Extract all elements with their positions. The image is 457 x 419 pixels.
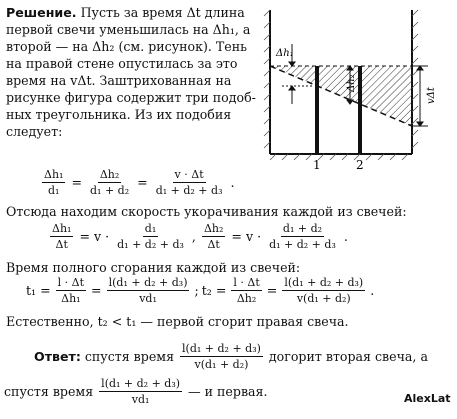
label-candle-2: 2 bbox=[356, 158, 364, 172]
conclusion-text: Естественно, t₂ < t₁ — первой сгорит правая свеча. bbox=[6, 314, 349, 329]
solution-line-5: время на vΔt. Заштрихованная на bbox=[6, 73, 232, 88]
solution-line-8: следует: bbox=[6, 124, 63, 139]
label-dh2: Δh₂ bbox=[346, 74, 357, 92]
frac-dh2-d1d2: $\frac{\text{Δh₂}}{\text{d₁ + d₂}}$ bbox=[90, 168, 130, 197]
answer-line-1: Ответ: спустя время $\frac{\text{l(d₁ + d₂ + d₃)}}{\text{v(d₁ + d₂)}}$ догорит вторая свеча, а bbox=[34, 342, 428, 371]
solution-line-2: первой свечи уменьшилась на Δh₁, а bbox=[6, 22, 251, 37]
solution-line-7: ных треугольника. Из их подобия bbox=[6, 107, 232, 122]
solution-line-3: второй — на Δh₂ (см. рисунок). Тень bbox=[6, 39, 247, 54]
solution-line-6: рисунке фигура содержит три подоб- bbox=[6, 90, 256, 105]
solution-line-1: Решение. Пусть за время Δt длина bbox=[6, 5, 245, 20]
speed-equations: $\frac{\text{Δh₁}}{\Delta t}$ = v · $\frac{\text{d₁}}{\text{d₁ + d₂ + d₃}}$ , $\frac{\text{Δh₂}}{\Delta t}$ = v · $\frac{\text{d₁ + d₂}}{\text{d₁ + d₂ + d₃}}$ . bbox=[52, 222, 348, 251]
answer-line-2: спустя время $\frac{\text{l(d₁ + d₂ + d₃)}}{\text{vd₁}}$ — и первая. bbox=[4, 377, 268, 406]
solution-label: Решение. bbox=[6, 5, 77, 20]
similarity-equation: $\frac{\text{Δh₁}}{\text{d₁}}$ = $\frac{\text{Δh₂}}{\text{d₁ + d₂}}$ = $\frac{v \cdot \Delta t}{\text{d₁ + d₂ + d₃}}$ . bbox=[44, 168, 235, 197]
label-vdt: vΔt bbox=[426, 87, 437, 104]
time-text: Время полного сгорания каждой из свечей: bbox=[6, 260, 301, 275]
label-candle-1: 1 bbox=[313, 158, 321, 172]
label-dh1: Δh₁ bbox=[276, 48, 294, 59]
speed-text: Отсюда находим скорость укорачивания каждой из свечей: bbox=[6, 204, 407, 219]
solution-line-4: на правой стене опустилась за это bbox=[6, 56, 238, 71]
frac-vdt-d1d2d3: $\frac{v \cdot \Delta t}{\text{d₁ + d₂ + d₃}}$ bbox=[155, 168, 223, 197]
answer-label: Ответ: bbox=[34, 349, 81, 364]
solution-paragraph bbox=[6, 4, 256, 140]
author-signature: AlexLat bbox=[404, 392, 451, 405]
frac-dh1-d1: $\frac{\text{Δh₁}}{\text{d₁}}$ bbox=[44, 168, 64, 197]
candle-shadow-figure bbox=[262, 4, 452, 172]
burn-time-equations: t₁ = $\frac{l \cdot \Delta t}{\text{Δh₁}}$ = $\frac{\text{l(d₁ + d₂ + d₃)}}{\text{vd₁}}$ ; t₂ = $\frac{l \cdot \Delta t}{\text{Δh₂}}$ = $\frac{\text{l(d₁ + d₂ + d₃)}}{\text{v(d₁ + d₂)}}$ . bbox=[26, 276, 375, 305]
